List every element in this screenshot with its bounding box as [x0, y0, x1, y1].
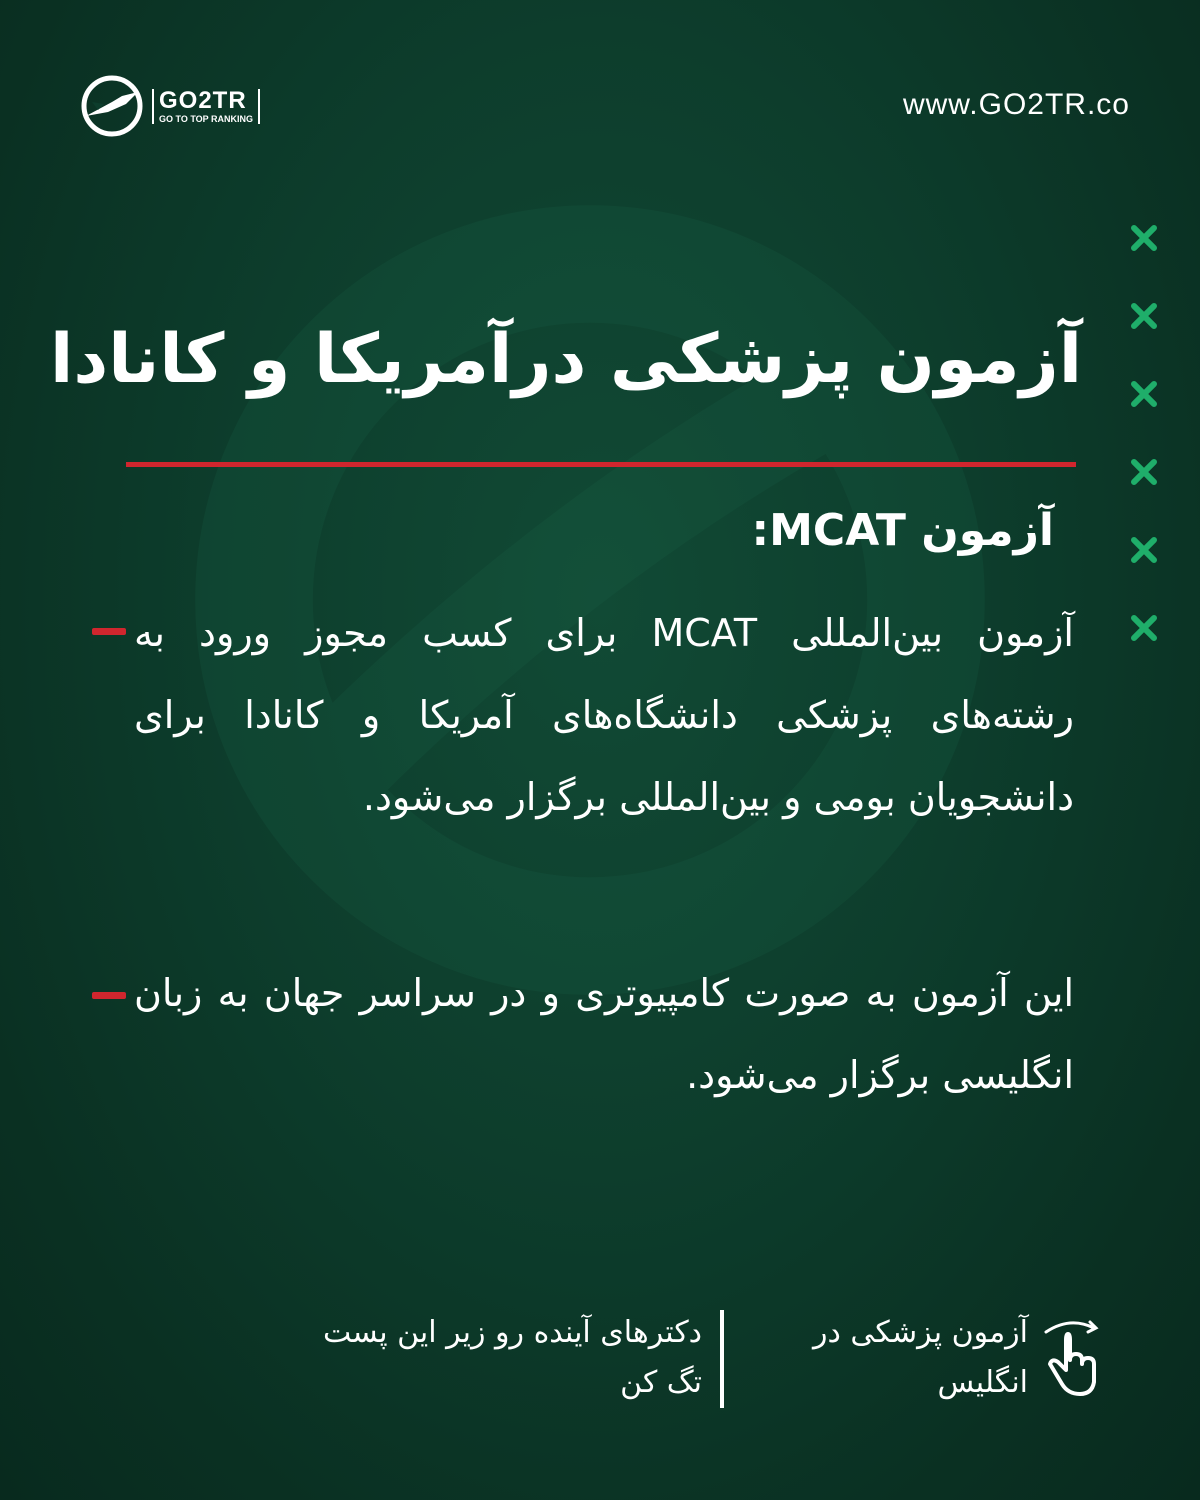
x-mark-icon — [1128, 300, 1160, 332]
footer-left-line2: تگ کن — [620, 1365, 702, 1400]
x-mark-icon — [1128, 222, 1160, 254]
website-link[interactable]: www.GO2TR.co — [902, 88, 1130, 121]
title-divider — [126, 462, 1076, 467]
x-mark-icon — [1128, 534, 1160, 566]
footer-next-topic[interactable] — [728, 1308, 1028, 1408]
paragraph-mcat-intro: آزمون بین‌المللی MCAT برای کسب مجوز ورود به رشته‌های پزشکی دانشگاه‌های آمریکا و کانادا برای دانشجویان بومی و بین‌المللی برگزار می‌شود. — [134, 611, 1074, 819]
x-mark-icon — [1128, 612, 1160, 644]
footer-call-to-action — [142, 1308, 702, 1408]
footer-left-line1: دکترهای آینده رو زیر این پست — [322, 1315, 702, 1350]
footer-right-line2: انگلیس — [937, 1365, 1028, 1400]
footer-divider — [720, 1310, 724, 1408]
hand-tap-icon — [1040, 1318, 1100, 1398]
page-title: آزمون پزشکی درآمریکا و کانادا — [50, 320, 1082, 399]
logo-name: GO2TR — [159, 86, 247, 114]
logo-plane-icon — [78, 72, 146, 140]
paragraph-mcat-format: این آزمون به صورت کامپیوتری و در سراسر جهان به زبان انگلیسی برگزار می‌شود. — [134, 971, 1074, 1097]
brand-logo[interactable] — [78, 72, 260, 140]
section-heading: آزمون MCAT: — [751, 505, 1054, 556]
bullet-dash — [92, 628, 126, 635]
footer-right-line1: آزمون پزشکی در — [813, 1315, 1028, 1350]
decorative-x-marks — [1128, 222, 1160, 690]
logo-tagline: GO TO TOP RANKING — [159, 113, 254, 124]
bullet-dash — [92, 992, 126, 999]
x-mark-icon — [1128, 378, 1160, 410]
x-mark-icon — [1128, 456, 1160, 488]
